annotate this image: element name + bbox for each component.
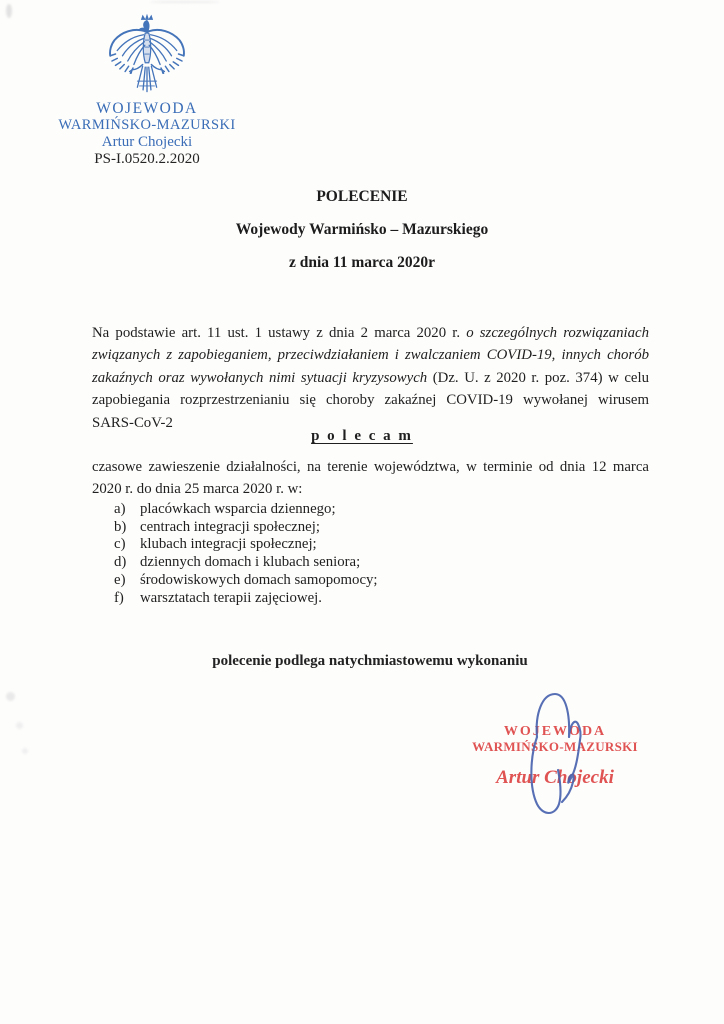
suspension-list: [114, 501, 594, 607]
document-date: z dnia 11 marca 2020r: [288, 254, 436, 271]
scan-artifact: [6, 692, 15, 701]
stamp-signer-name: Artur Chojecki: [496, 767, 614, 788]
directive-word: p o l e c a m: [311, 428, 413, 444]
letterhead: [42, 12, 252, 168]
list-text: centrach integracji społecznej;: [140, 518, 320, 535]
polish-eagle-coat-of-arms-icon: [101, 12, 193, 96]
list-marker: b): [114, 518, 127, 535]
list-marker: d): [114, 554, 127, 571]
scope-paragraph: czasowe zawieszenie działalności, na terenie województwa, w terminie od dnia 12 marca 2020 r. do dnia 25 marca 2020 r. w:: [92, 459, 649, 498]
letterhead-region-title: WARMIŃSKO-MAZURSKI: [58, 117, 236, 133]
document-title: POLECENIE: [316, 188, 408, 205]
legal-basis-paragraph: Na podstawie art. 11 ust. 1 ustawy z dnia 2 marca 2020 r. o szczególnych rozwiązaniach związanych z zapobieganiem, przeciwdziałaniem i zwalczaniem COVID-19, innych chorób zakaźnych oraz wywołanych nimi sytuacji kryzysowych (Dz. U. z 2020 r. poz. 374) w celu zapobiegania rozprzestrzenianiu się choroby zakaźnej COVID-19 wywołanej wirusem SARS-CoV-2: [92, 325, 649, 431]
list-marker: c): [114, 536, 126, 553]
list-text: dziennych domach i klubach seniora;: [140, 554, 361, 571]
list-item: [114, 501, 594, 519]
list-marker: a): [114, 501, 126, 517]
letterhead-voivode-name: Artur Chojecki: [101, 134, 193, 150]
list-item: [114, 554, 594, 572]
document-subtitle: Wojewody Warmińsko – Mazurskiego: [235, 221, 489, 238]
stamp-office-title: WOJEWODA: [503, 724, 607, 739]
closing-statement: polecenie podlega natychmiastowemu wykonaniu: [212, 653, 528, 669]
list-item: [114, 590, 594, 608]
list-item: [114, 572, 594, 590]
document-title-block: [0, 189, 724, 288]
list-marker: e): [114, 571, 126, 588]
scan-artifact: [150, 1, 220, 3]
list-item: [114, 536, 594, 554]
scan-artifact: [6, 4, 12, 18]
list-text: warsztatach terapii zajęciowej.: [140, 589, 322, 606]
list-item: [114, 519, 594, 537]
list-text: środowiskowych domach samopomocy;: [140, 571, 378, 588]
scan-artifact: [16, 722, 23, 729]
letterhead-office-title: WOJEWODA: [96, 100, 198, 117]
stamp-region-title: WARMIŃSKO-MAZURSKI: [472, 739, 638, 754]
list-text: placówkach wsparcia dziennego;: [140, 501, 336, 517]
scan-artifact: [22, 748, 28, 754]
list-marker: f): [114, 589, 124, 606]
case-reference-number: PS-I.0520.2.2020: [94, 151, 200, 167]
handwritten-signature-icon: [492, 682, 612, 824]
list-text: klubach integracji społecznej;: [140, 536, 317, 553]
